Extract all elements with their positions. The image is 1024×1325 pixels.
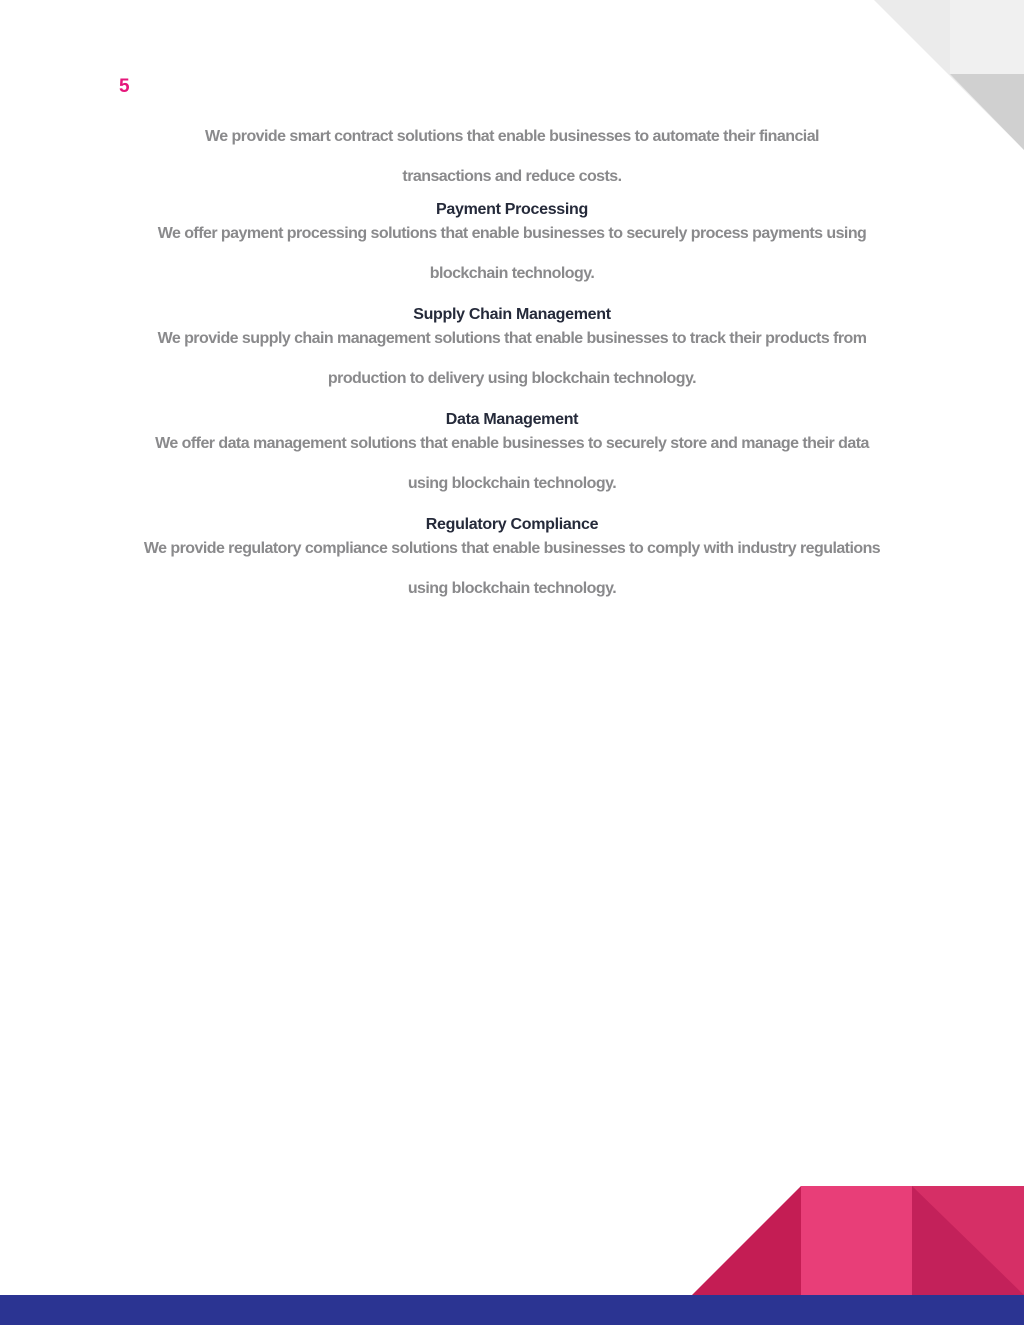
footer-bar bbox=[0, 1295, 1024, 1325]
section-title-regulatory-compliance: Regulatory Compliance bbox=[425, 516, 599, 533]
footer-accent-decoration bbox=[692, 1186, 1024, 1295]
page-number: 5 bbox=[119, 76, 130, 97]
section-title-data-management: Data Management bbox=[445, 411, 579, 428]
intro-line-1: We provide smart contract solutions that enable businesses to automate their financial bbox=[205, 128, 819, 145]
section-text-line: We offer payment processing solutions that enable businesses to securely process payments using bbox=[157, 225, 867, 242]
section-text-line: We provide supply chain management solutions that enable businesses to track their products from bbox=[157, 330, 867, 347]
section-text-line: We offer data management solutions that enable businesses to securely store and manage their data bbox=[155, 435, 869, 452]
intro-line-2: transactions and reduce costs. bbox=[402, 167, 622, 185]
section-text-line: production to delivery using blockchain technology. bbox=[327, 370, 697, 387]
page-content bbox=[0, 117, 1024, 616]
section-text-line: We provide regulatory compliance solutions that enable businesses to comply with industry regulations bbox=[143, 540, 881, 557]
section-text-line: using blockchain technology. bbox=[407, 580, 617, 597]
section-text-line: blockchain technology. bbox=[429, 265, 595, 282]
section-title-supply-chain-management: Supply Chain Management bbox=[413, 306, 611, 323]
section-text-line: using blockchain technology. bbox=[407, 475, 617, 492]
section-title-payment-processing: Payment Processing bbox=[436, 201, 588, 218]
